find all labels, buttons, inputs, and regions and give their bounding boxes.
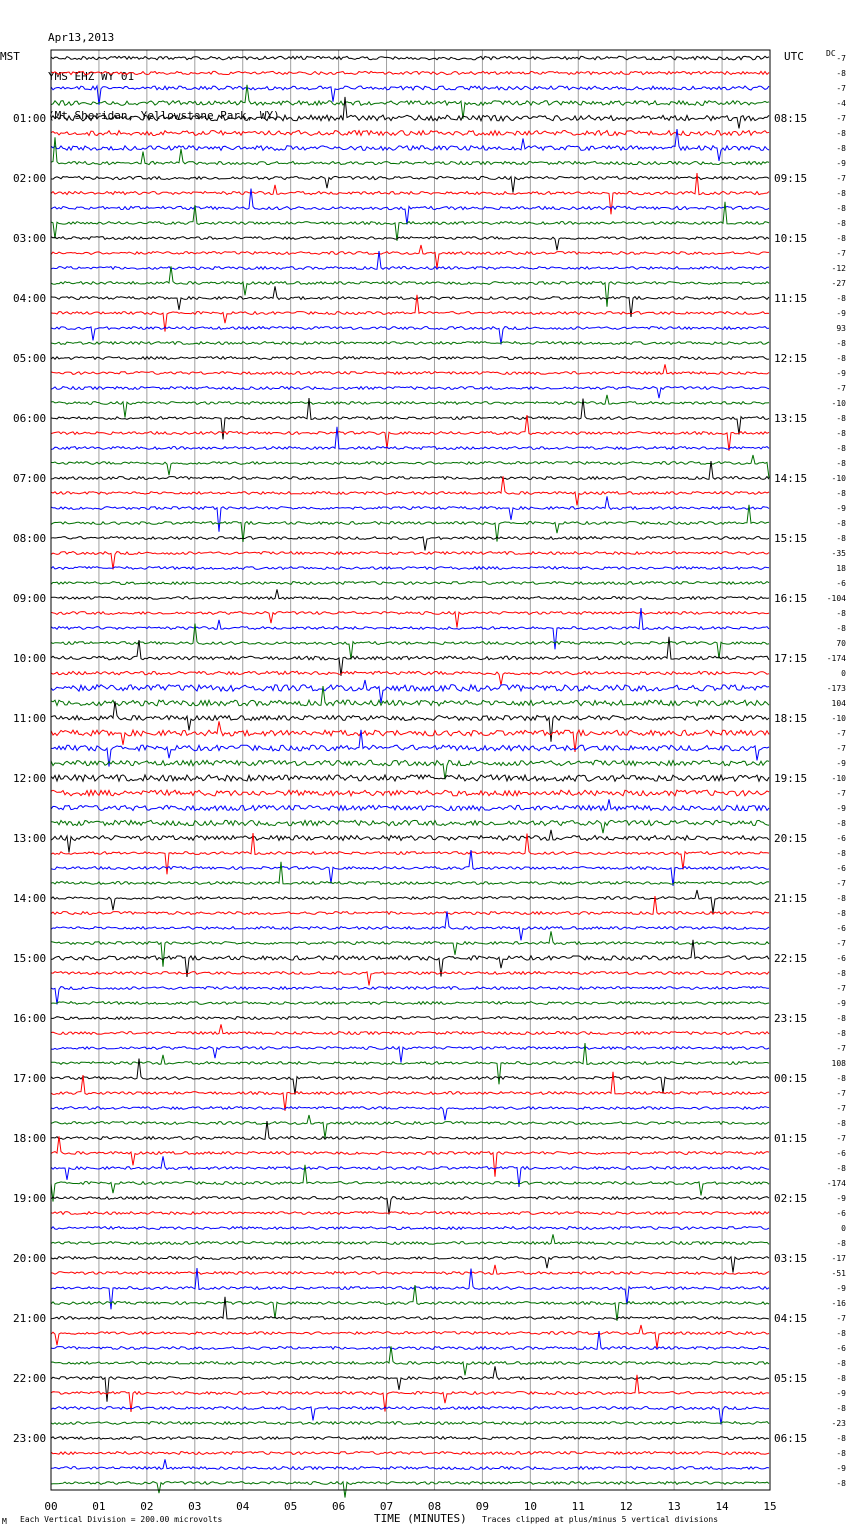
right-hour-label: 13:15	[774, 412, 808, 425]
trace-81	[51, 1265, 769, 1275]
x-tick-label: 14	[715, 1500, 729, 1513]
x-tick-label: 11	[571, 1500, 585, 1513]
x-tick-label: 01	[92, 1500, 106, 1513]
right-hour-label: 17:15	[774, 652, 808, 665]
recording-date: Apr13,2013	[48, 31, 115, 44]
dc-offset-label: -7	[836, 1044, 846, 1053]
trace-48	[51, 775, 769, 781]
trace-26	[51, 427, 769, 450]
x-tick-label: 09	[475, 1500, 490, 1513]
right-hour-label: 10:15	[774, 232, 808, 245]
trace-22	[51, 387, 769, 399]
left-hour-label: 05:00	[13, 352, 47, 365]
trace-12	[51, 237, 769, 251]
trace-76	[51, 1197, 769, 1215]
scale-note: Each Vertical Division = 200.00 microvolts	[20, 1515, 223, 1524]
left-hour-label: 16:00	[13, 1012, 47, 1025]
dc-offset-label: -9	[836, 804, 846, 813]
dc-header-label: DC	[826, 49, 836, 58]
trace-88	[51, 1366, 769, 1401]
x-axis-title: TIME (MINUTES)	[374, 1512, 467, 1525]
dc-offset-label: -9	[836, 999, 846, 1008]
dc-offset-label: -8	[836, 354, 846, 363]
right-hour-label: 06:15	[774, 1432, 808, 1445]
dc-offset-label: -8	[836, 1449, 846, 1458]
left-hour-label: 01:00	[13, 112, 47, 125]
dc-offset-label: -7	[836, 54, 846, 63]
trace-63	[51, 1002, 769, 1005]
trace-84	[51, 1297, 769, 1320]
trace-93	[51, 1452, 769, 1455]
dc-offset-labels	[827, 54, 846, 1488]
dc-offset-label: -173	[826, 684, 846, 693]
right-hour-label: 22:15	[774, 952, 808, 965]
trace-94	[51, 1459, 769, 1469]
trace-29	[51, 476, 769, 505]
dc-offset-label: -7	[836, 84, 846, 93]
dc-offset-label: -8	[836, 609, 846, 618]
trace-71	[51, 1115, 769, 1138]
dc-offset-label: -7	[836, 744, 846, 753]
dc-offset-label: -8	[836, 969, 846, 978]
left-hour-label: 07:00	[13, 472, 47, 485]
left-hour-label: 21:00	[13, 1312, 47, 1325]
x-tick-label: 04	[236, 1500, 250, 1513]
dc-offset-label: -7	[836, 729, 846, 738]
trace-55	[51, 862, 769, 885]
trace-25	[51, 415, 769, 451]
station-location: (Mt Sheridan, Yellowstone Park, WY)	[48, 109, 280, 122]
dc-offset-label: -7	[836, 174, 846, 183]
x-tick-label: 10	[523, 1500, 537, 1513]
dc-offset-label: -8	[836, 849, 846, 858]
right-hour-label: 03:15	[774, 1252, 808, 1265]
right-hour-label: 05:15	[774, 1372, 808, 1385]
dc-offset-label: -8	[836, 1119, 846, 1128]
left-hour-label: 11:00	[13, 712, 47, 725]
right-hour-label: 11:15	[774, 292, 808, 305]
trace-21	[51, 364, 769, 374]
dc-offset-label: -7	[836, 1104, 846, 1113]
x-tick-label: 00	[44, 1500, 58, 1513]
left-hour-label: 04:00	[13, 292, 47, 305]
dc-offset-label: -17	[831, 1254, 846, 1263]
right-timezone-label: UTC	[784, 50, 804, 63]
trace-13	[51, 245, 769, 268]
trace-65	[51, 1024, 769, 1034]
left-hour-label: 23:00	[13, 1432, 47, 1445]
dc-offset-label: -51	[831, 1269, 846, 1278]
dc-offset-label: -9	[836, 759, 846, 768]
right-hour-label: 21:15	[774, 892, 808, 905]
dc-offset-label: -8	[836, 144, 846, 153]
trace-70	[51, 1107, 769, 1121]
dc-offset-label: -6	[836, 1209, 846, 1218]
right-hour-label: 19:15	[774, 772, 808, 785]
left-hour-label: 08:00	[13, 532, 47, 545]
trace-91	[51, 1422, 769, 1425]
x-tick-label: 03	[188, 1500, 202, 1513]
right-hour-label: 04:15	[774, 1312, 808, 1325]
dc-offset-label: -174	[826, 1179, 846, 1188]
dc-offset-label: -10	[831, 774, 846, 783]
x-tick-label: 06	[331, 1500, 346, 1513]
dc-offset-label: -8	[836, 234, 846, 243]
dc-offset-label: -9	[836, 504, 846, 513]
right-hour-label: 02:15	[774, 1192, 808, 1205]
trace-56	[51, 890, 769, 913]
dc-offset-label: -7	[836, 789, 846, 798]
dc-offset-label: -9	[836, 309, 846, 318]
dc-offset-label: -8	[836, 1074, 846, 1083]
dc-offset-label: -6	[836, 864, 846, 873]
trace-77	[51, 1212, 769, 1215]
dc-offset-label: -8	[836, 519, 846, 528]
dc-offset-label: -8	[836, 69, 846, 78]
dc-offset-label: -9	[836, 1464, 846, 1473]
dc-offset-label: -9	[836, 1194, 846, 1203]
trace-85	[51, 1325, 769, 1348]
dc-offset-label: -8	[836, 429, 846, 438]
dc-offset-label: -8	[836, 894, 846, 903]
trace-66	[51, 1047, 769, 1063]
trace-80	[51, 1257, 769, 1273]
trace-32	[51, 537, 769, 551]
right-hour-label: 20:15	[774, 832, 808, 845]
right-hour-label: 16:15	[774, 592, 808, 605]
trace-54	[51, 850, 769, 886]
dc-offset-label: -8	[836, 129, 846, 138]
dc-offset-label: -6	[836, 1344, 846, 1353]
trace-87	[51, 1346, 769, 1375]
dc-offset-label: -10	[831, 399, 846, 408]
trace-92	[51, 1437, 769, 1440]
dc-offset-label: -8	[836, 204, 846, 213]
dc-offset-label: -8	[836, 414, 846, 423]
dc-offset-label: -8	[836, 294, 846, 303]
trace-78	[51, 1227, 769, 1230]
dc-offset-label: -23	[831, 1419, 846, 1428]
dc-offset-label: -8	[836, 339, 846, 348]
trace-1	[51, 71, 769, 74]
dc-offset-label: -8	[836, 1404, 846, 1413]
left-hour-label: 14:00	[13, 892, 47, 905]
left-hour-label: 13:00	[13, 832, 47, 845]
left-hour-label: 17:00	[13, 1072, 47, 1085]
trace-0	[51, 56, 769, 60]
x-tick-label: 07	[379, 1500, 394, 1513]
dc-offset-label: -7	[836, 114, 846, 123]
dc-offset-label: -6	[836, 834, 846, 843]
dc-offset-label: -35	[831, 549, 846, 558]
trace-64	[51, 1017, 769, 1020]
left-hour-label: 02:00	[13, 172, 47, 185]
dc-offset-label: -8	[836, 1374, 846, 1383]
trace-8	[51, 176, 769, 192]
trace-31	[51, 505, 769, 542]
trace-62	[51, 987, 769, 1005]
dc-offset-label: 104	[831, 699, 846, 708]
dc-offset-label: -7	[836, 939, 846, 948]
dc-offset-label: -8	[836, 534, 846, 543]
right-hour-label: 09:15	[774, 172, 808, 185]
dc-offset-label: -27	[831, 279, 846, 288]
dc-offset-label: -9	[836, 1389, 846, 1398]
left-hour-label: 09:00	[13, 592, 47, 605]
dc-offset-label: -6	[836, 1149, 846, 1158]
dc-offset-label: 108	[831, 1059, 846, 1068]
dc-offset-label: 18	[836, 564, 846, 573]
dc-offset-label: -6	[836, 924, 846, 933]
left-hour-label: 20:00	[13, 1252, 47, 1265]
trace-15	[51, 266, 769, 306]
trace-20	[51, 357, 769, 360]
trace-19	[51, 342, 769, 345]
clip-note: Traces clipped at plus/minus 5 vertical divisions	[482, 1515, 719, 1524]
x-tick-label: 05	[284, 1500, 298, 1513]
trace-50	[51, 799, 769, 810]
left-hour-label: 15:00	[13, 952, 47, 965]
trace-61	[51, 972, 769, 986]
left-hour-labels	[13, 112, 46, 1445]
dc-offset-label: -8	[836, 1434, 846, 1443]
trace-41	[51, 671, 769, 685]
dc-offset-label: -7	[836, 249, 846, 258]
trace-52	[51, 830, 769, 853]
right-hour-labels	[774, 112, 807, 1445]
x-tick-label: 13	[667, 1500, 681, 1513]
dc-offset-label: -10	[831, 474, 846, 483]
dc-offset-label: -10	[831, 714, 846, 723]
left-hour-label: 18:00	[13, 1132, 47, 1145]
trace-5	[51, 131, 769, 136]
x-tick-label: 12	[619, 1500, 633, 1513]
dc-offset-label: -8	[836, 1329, 846, 1338]
left-hour-label: 10:00	[13, 652, 47, 665]
dc-offset-label: -7	[836, 984, 846, 993]
right-hour-label: 01:15	[774, 1132, 808, 1145]
left-hour-label: 22:00	[13, 1372, 47, 1385]
dc-offset-label: -104	[826, 594, 846, 603]
dc-offset-label: -9	[836, 1284, 846, 1293]
trace-17	[51, 295, 769, 332]
left-timezone-label: MST	[0, 50, 20, 63]
dc-offset-label: 0	[841, 1224, 846, 1233]
station-id: YMS EHZ WY 01	[48, 70, 135, 83]
x-tick-label: 02	[140, 1500, 154, 1513]
dc-offset-label: -8	[836, 1479, 846, 1488]
trace-7	[51, 137, 769, 164]
right-hour-label: 23:15	[774, 1012, 808, 1025]
right-hour-label: 12:15	[774, 352, 808, 365]
left-hour-label: 06:00	[13, 412, 47, 425]
dc-offset-label: -8	[836, 1029, 846, 1038]
trace-30	[51, 496, 769, 531]
trace-3	[51, 85, 769, 119]
dc-offset-label: -8	[836, 819, 846, 828]
trace-75	[51, 1165, 769, 1202]
corner-mark: M	[2, 1517, 7, 1526]
dc-offset-label: -7	[836, 1134, 846, 1143]
left-hour-label: 03:00	[13, 232, 47, 245]
dc-offset-label: -7	[836, 1314, 846, 1323]
trace-35	[51, 582, 769, 585]
x-tick-label: 15	[763, 1500, 777, 1513]
right-hour-label: 00:15	[774, 1072, 808, 1085]
dc-offset-label: -7	[836, 1089, 846, 1098]
dc-offset-label: -8	[836, 189, 846, 198]
left-hour-label: 12:00	[13, 772, 47, 785]
trace-34	[51, 567, 769, 570]
dc-offset-label: -12	[831, 264, 846, 273]
trace-59	[51, 931, 769, 966]
dc-offset-label: -8	[836, 909, 846, 918]
trace-group	[51, 56, 769, 1497]
dc-offset-label: -8	[836, 219, 846, 228]
dc-offset-label: -174	[826, 654, 846, 663]
dc-offset-label: 70	[836, 639, 846, 648]
dc-offset-label: -8	[836, 489, 846, 498]
dc-offset-label: -6	[836, 954, 846, 963]
trace-58	[51, 911, 769, 940]
dc-offset-label: -8	[836, 1164, 846, 1173]
dc-offset-label: -8	[836, 444, 846, 453]
dc-offset-label: 0	[841, 669, 846, 678]
dc-offset-label: -8	[836, 1239, 846, 1248]
dc-offset-label: -16	[831, 1299, 846, 1308]
right-hour-label: 14:15	[774, 472, 808, 485]
trace-89	[51, 1375, 769, 1412]
dc-offset-label: -4	[836, 99, 846, 108]
dc-offset-label: -7	[836, 384, 846, 393]
left-hour-label: 19:00	[13, 1192, 47, 1205]
trace-49	[51, 790, 769, 796]
trace-23	[51, 395, 769, 418]
dc-offset-label: -8	[836, 459, 846, 468]
dc-offset-label: -8	[836, 1359, 846, 1368]
right-hour-label: 08:15	[774, 112, 808, 125]
dc-offset-label: -8	[836, 624, 846, 633]
trace-79	[51, 1234, 769, 1244]
dc-offset-label: -9	[836, 159, 846, 168]
dc-offset-label: 93	[836, 324, 846, 333]
x-tick-label: 08	[427, 1500, 442, 1513]
trace-83	[51, 1285, 769, 1321]
trace-27	[51, 455, 769, 478]
trace-51	[51, 820, 769, 833]
right-hour-label: 15:15	[774, 532, 808, 545]
trace-37	[51, 612, 769, 628]
dc-offset-label: -9	[836, 369, 846, 378]
dc-offset-label: -8	[836, 1014, 846, 1023]
right-hour-label: 18:15	[774, 712, 808, 725]
dc-offset-label: -6	[836, 579, 846, 588]
trace-36	[51, 589, 769, 599]
dc-offset-label: -7	[836, 879, 846, 888]
trace-73	[51, 1136, 769, 1176]
